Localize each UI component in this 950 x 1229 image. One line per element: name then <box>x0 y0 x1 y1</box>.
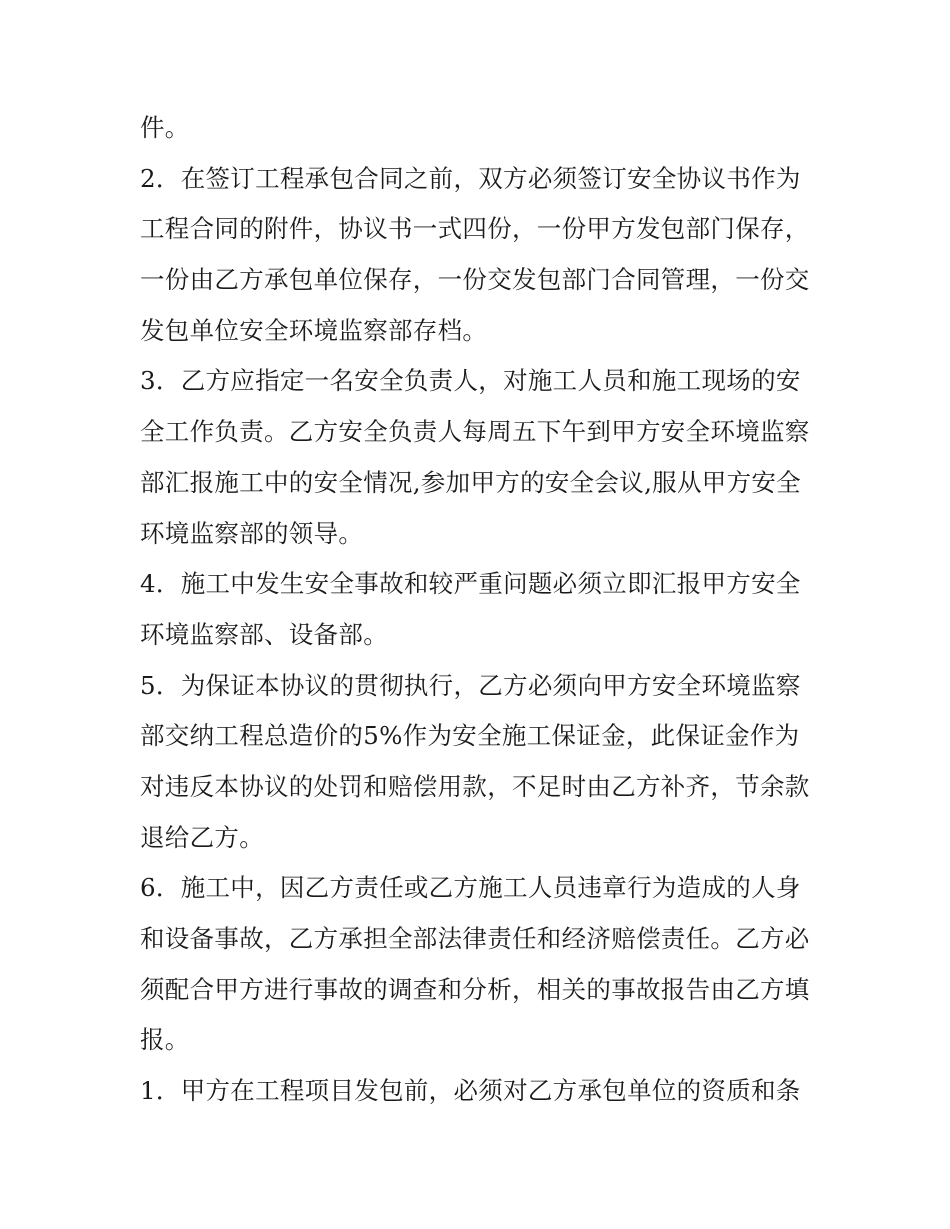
text-line: 全工作负责。乙方安全负责人每周五下午到甲方安全环境监察 <box>140 417 810 447</box>
text-line: 环境监察部、设备部。 <box>140 619 388 649</box>
text-line: 6．施工中，因乙方责任或乙方施工人员违章行为造成的人身 <box>140 873 801 903</box>
text-line: 一份由乙方承包单位保存，一份交发包部门合同管理，一份交 <box>140 265 810 295</box>
text-line: 1．甲方在工程项目发包前，必须对乙方承包单位的资质和条 <box>140 1076 801 1106</box>
text-line: 3．乙方应指定一名安全负责人，对施工人员和施工现场的安 <box>140 366 801 396</box>
document-body <box>140 103 820 1117</box>
text-line: 对违反本协议的处罚和赔偿用款，不足时由乙方补齐，节余款 <box>140 771 810 801</box>
text-line: 须配合甲方进行事故的调查和分析，相关的事故报告由乙方填 <box>140 974 810 1004</box>
text-line: 4．施工中发生安全事故和较严重问题必须立即汇报甲方安全 <box>140 569 801 599</box>
text-line: 部交纳工程总造价的5%作为安全施工保证金，此保证金作为 <box>140 721 800 751</box>
text-line: 退给乙方。 <box>140 822 264 852</box>
text-line: 环境监察部的领导。 <box>140 518 364 548</box>
text-line: 工程合同的附件，协议书一式四份，一份甲方发包部门保存， <box>140 214 810 244</box>
text-line: 5．为保证本协议的贯彻执行，乙方必须向甲方安全环境监察 <box>140 670 801 700</box>
text-line: 部汇报施工中的安全情况,参加甲方的安全会议,服从甲方安全 <box>140 467 801 497</box>
text-line: 和设备事故，乙方承担全部法律责任和经济赔偿责任。乙方必 <box>140 924 810 953</box>
text-line: 报。 <box>140 1025 190 1055</box>
text-line: 发包单位安全环境监察部存档。 <box>140 315 488 345</box>
text-line: 2．在签订工程承包合同之前，双方必须签订安全协议书作为 <box>140 163 801 193</box>
text-line: 件。 <box>140 113 190 142</box>
